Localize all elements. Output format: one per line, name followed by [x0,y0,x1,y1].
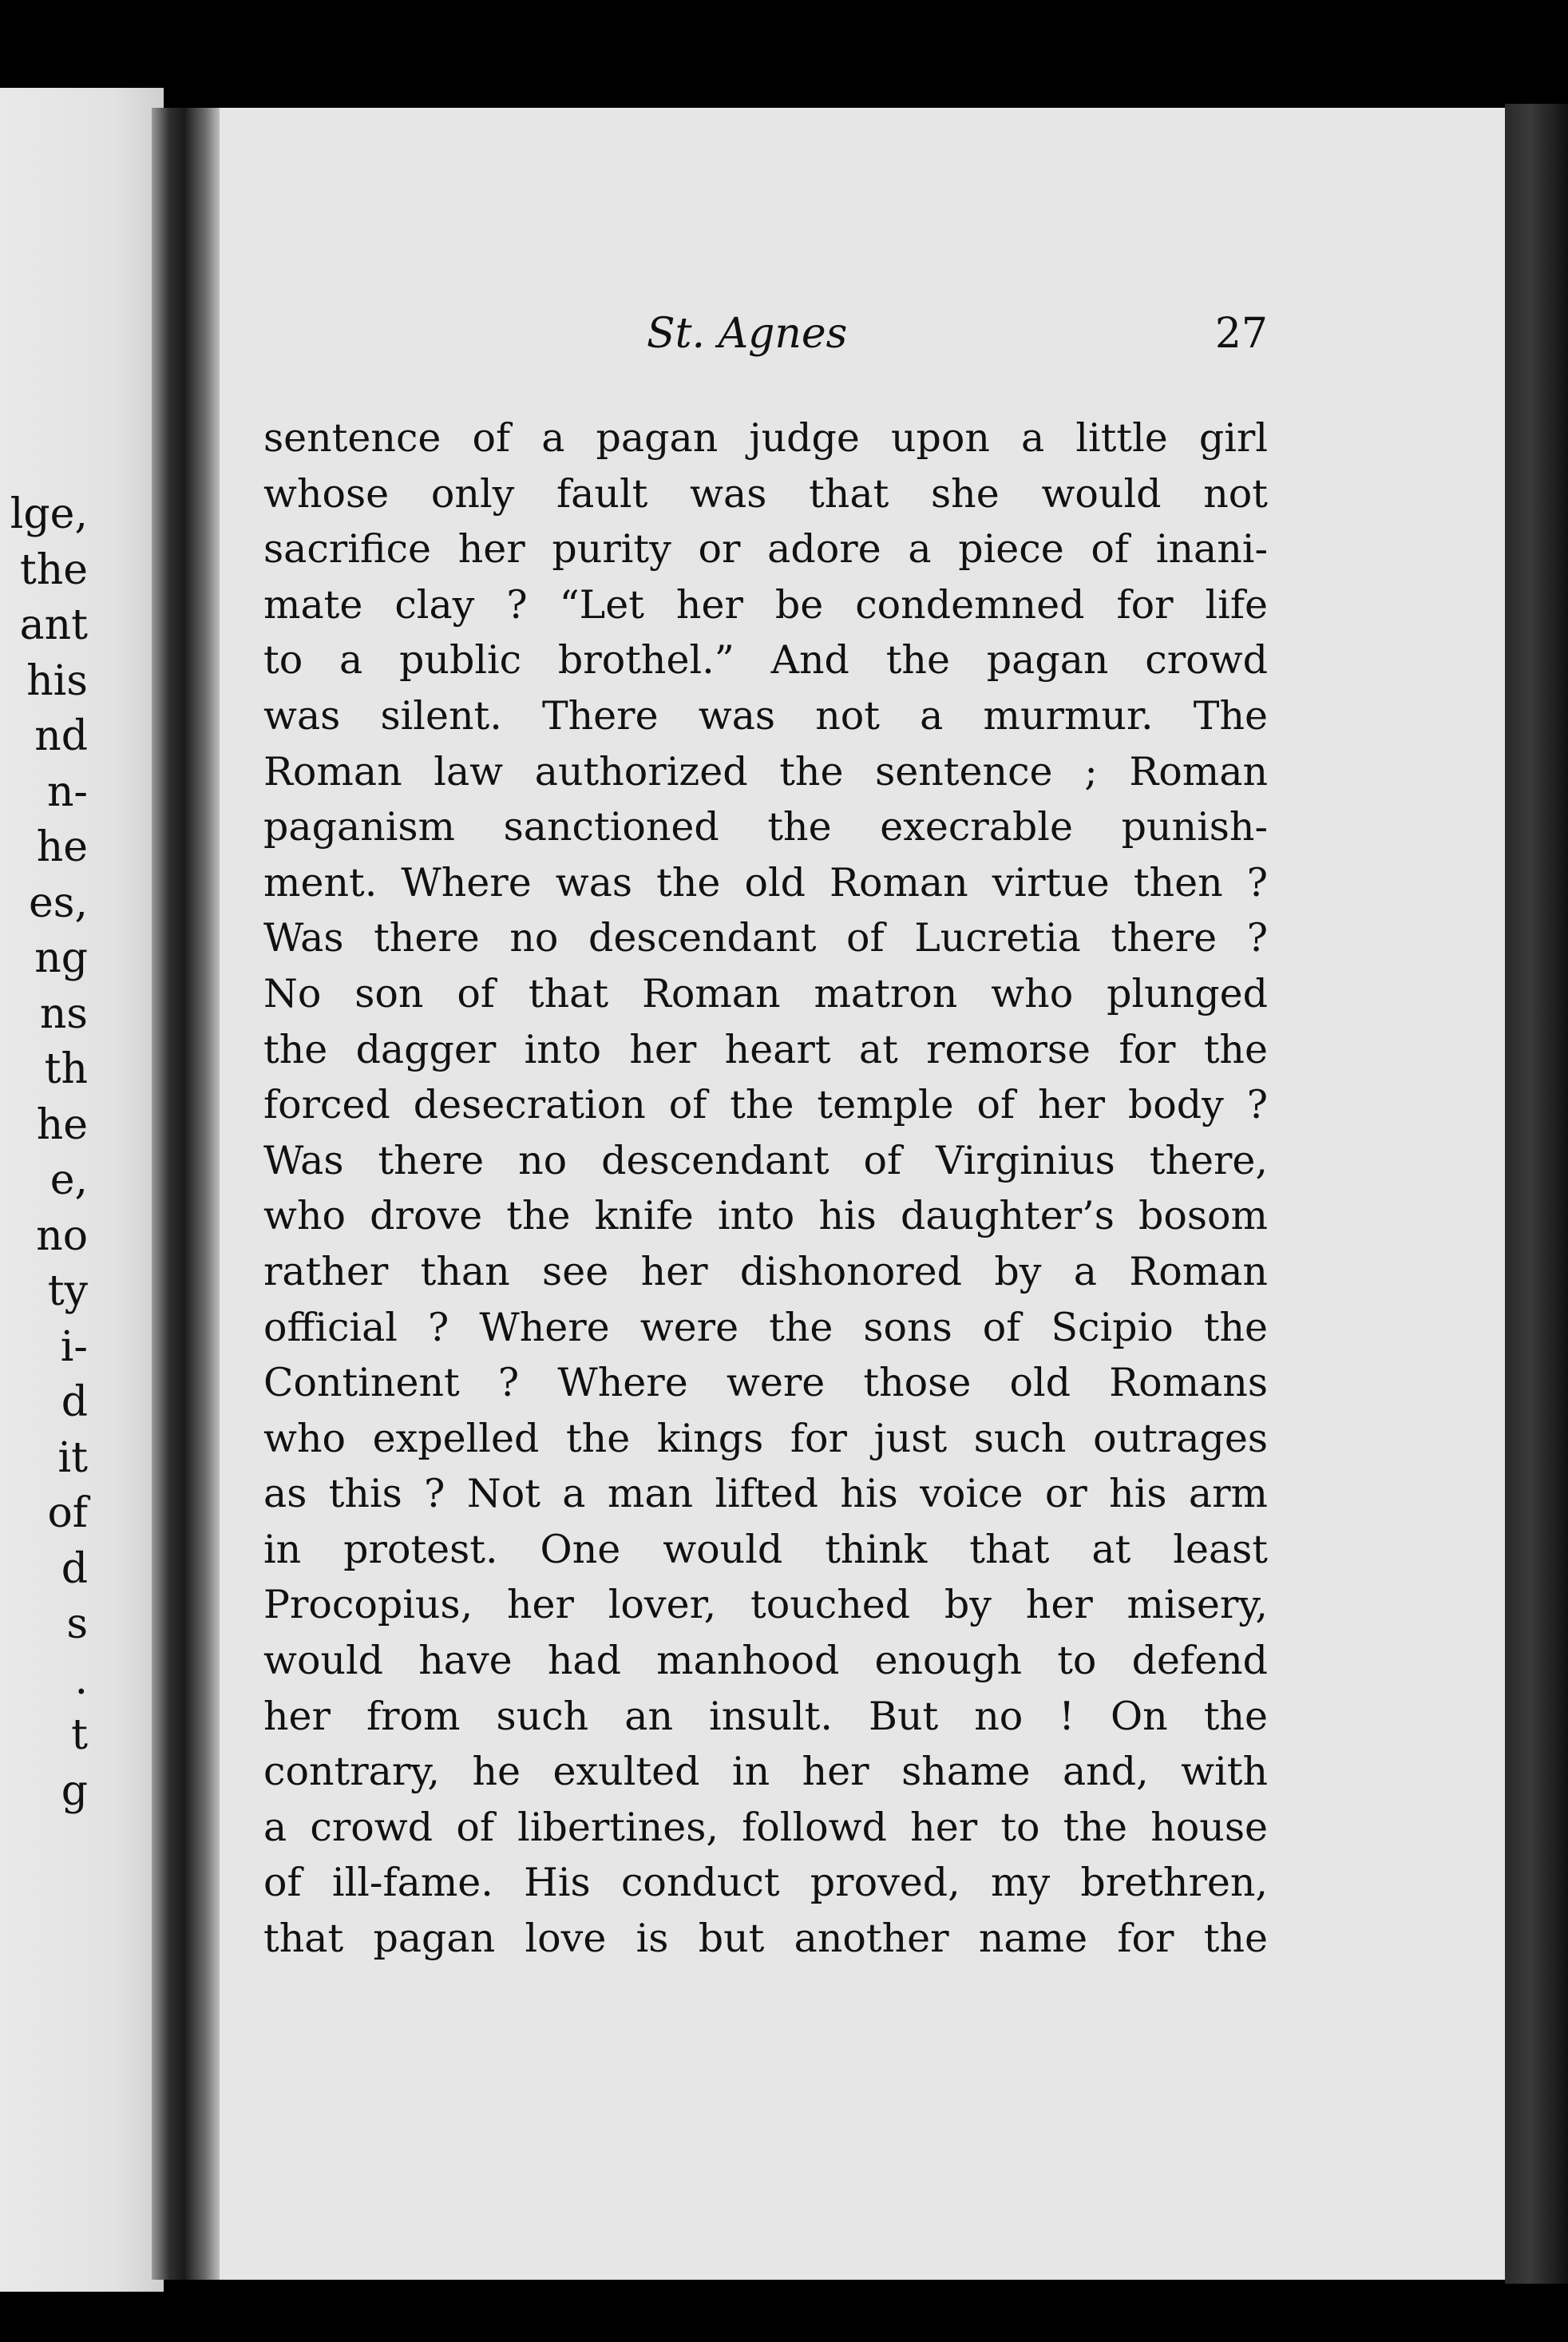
previous-page-fragment: ng [34,934,88,982]
text-line: contrary, he exulted in her shame and, with [263,1749,1268,1795]
page-number: 27 [1214,310,1268,358]
text-line: sacrifice her purity or adore a piece of inani- [263,526,1268,573]
previous-page-fragment: he [36,1100,88,1149]
text-line: official ? Where were the sons of Scipio the [263,1304,1268,1350]
previous-page-fragment: s [66,1600,88,1648]
text-line: Procopius, her lover, touched by her misery, [263,1582,1268,1628]
text-line: Was there no descendant of Lucretia there ? [263,915,1268,961]
running-title: St. Agnes [647,310,848,358]
previous-page-fragment: he [36,823,88,871]
previous-page-fragment: no [36,1211,88,1260]
previous-page-fragment: d [61,1378,88,1426]
text-line: whose only fault was that she would not [263,470,1268,517]
text-line: would have had manhood enough to defend [263,1638,1268,1684]
previous-page-fragment: e, [49,1156,88,1204]
previous-page-fragment: i- [60,1322,88,1371]
text-line: who expelled the kings for just such outrages [263,1415,1268,1461]
text-line: to a public brothel.” And the pagan crowd [263,637,1268,684]
previous-page-fragment: the [19,545,88,594]
previous-page-fragment: t [71,1711,88,1759]
text-line: of ill-fame. His conduct proved, my brethren, [263,1860,1268,1906]
text-line: as this ? Not a man lifted his voice or his arm [263,1471,1268,1517]
previous-page-fragment: nd [34,712,88,760]
text-line: the dagger into her heart at remorse for the [263,1026,1268,1072]
text-line: ment. Where was the old Roman virtue then ? [263,859,1268,905]
text-line: No son of that Roman matron who plunged [263,970,1268,1016]
text-line: mate clay ? “Let her be condemned for life [263,581,1268,628]
previous-page-fragment: . [74,1655,88,1704]
previous-page-fragment: g [61,1766,88,1815]
page-edge-shadow [1505,104,1568,2284]
text-line: was silent. There was not a murmur. The [263,692,1268,739]
text-line: paganism sanctioned the execrable punish- [263,804,1268,850]
previous-page-fragment: d [61,1544,88,1593]
previous-page-fragment: his [26,656,88,705]
text-line: rather than see her dishonored by a Roman [263,1248,1268,1294]
previous-page-fragment: ty [47,1267,88,1315]
text-line: a crowd of libertines, followd her to the house [263,1804,1268,1850]
previous-page-fragment: ant [19,601,88,649]
previous-page-fragment: lge, [10,490,88,538]
text-line: who drove the knife into his daughter’s bosom [263,1193,1268,1239]
previous-page-text-fragments [0,487,88,1819]
book-gutter-shadow [152,108,224,2280]
text-line: her from such an insult. But no ! On the [263,1693,1268,1739]
previous-page [0,88,164,2292]
previous-page-fragment: ns [39,989,88,1038]
text-line: Continent ? Where were those old Romans [263,1360,1268,1406]
text-line: Roman law authorized the sentence ; Roman [263,748,1268,795]
body-text [263,410,1268,1967]
previous-page-fragment: of [47,1489,88,1537]
previous-page-fragment: it [57,1433,88,1482]
running-head [263,310,1268,366]
text-line: sentence of a pagan judge upon a little girl [263,415,1268,461]
previous-page-fragment: es, [29,878,88,927]
previous-page-fragment: n- [46,767,88,816]
text-line: that pagan love is but another name for the [263,1916,1268,1962]
text-line: forced desecration of the temple of her body ? [263,1082,1268,1128]
text-line: in protest. One would think that at least [263,1526,1268,1572]
text-line: Was there no descendant of Virginius there, [263,1137,1268,1183]
previous-page-fragment: th [44,1045,88,1093]
